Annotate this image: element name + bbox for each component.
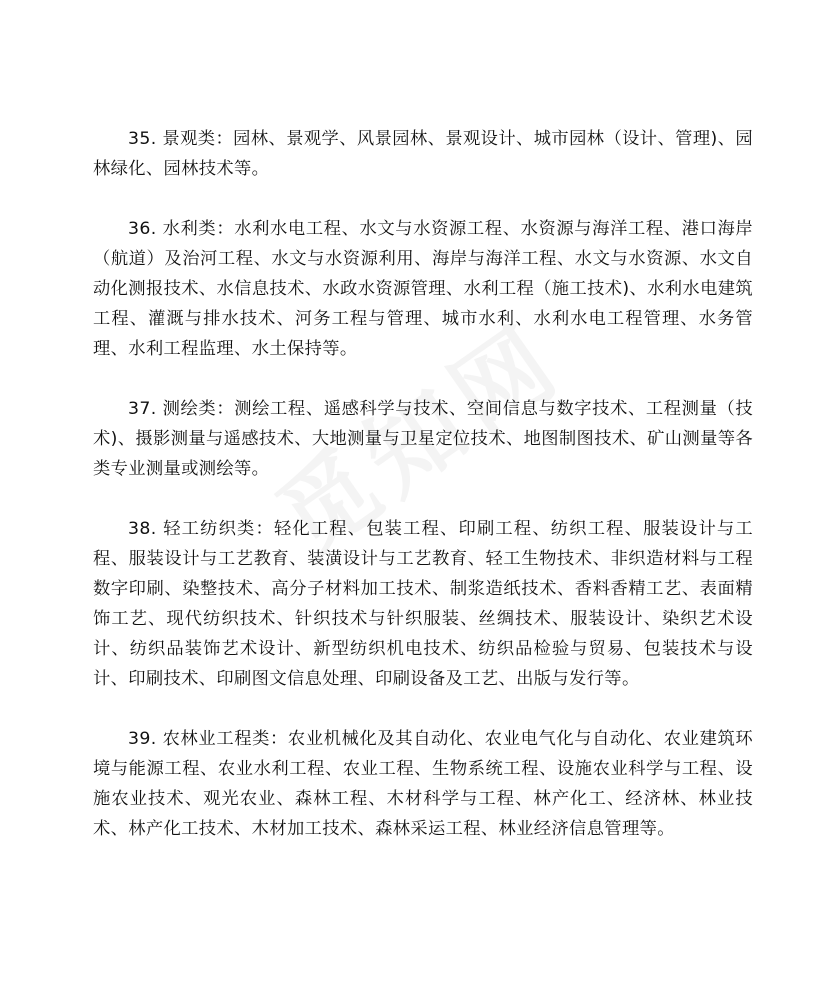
paragraph-39: 39. 农林业工程类：农业机械化及其自动化、农业电气化与自动化、农业建筑环境与能源工程、农业水利工程、农业工程、生物系统工程、设施农业科学与工程、设施农业技术、观光农业、森林工程、木材科学与工程、林产化工、经济林、林业技术、林产化工技术、木材加工技术、森林采运工程、林业经济信息管理等。 [93, 729, 753, 839]
paragraph-37: 37. 测绘类：测绘工程、遥感科学与技术、空间信息与数字技术、工程测量（技术)、摄影测量与遥感技术、大地测量与卫星定位技术、地图制图技术、矿山测量等各类专业测量或测绘等。 [93, 399, 753, 479]
paragraph-38: 38. 轻工纺织类：轻化工程、包装工程、印刷工程、纺织工程、服装设计与工程、服装设计与工艺教育、装潢设计与工艺教育、轻工生物技术、非织造材料与工程数字印刷、染整技术、高分子材料加工技术、制浆造纸技术、香料香精工艺、表面精饰工艺、现代纺织技术、针织技术与针织服装、丝绸技术、服装设计、染织艺术设计、纺织品装饰艺术设计、新型纺织机电技术、纺织品检验与贸易、包装技术与设计、印刷技术、印刷图文信息处理、印刷设备及工艺、出版与发行等。 [93, 519, 753, 689]
paragraph-35: 35. 景观类：园林、景观学、风景园林、景观设计、城市园林（设计、管理)、园林绿化、园林技术等。 [93, 129, 753, 179]
paragraph-36: 36. 水利类：水利水电工程、水文与水资源工程、水资源与海洋工程、港口海岸（航道）及治河工程、水文与水资源利用、海岸与海洋工程、水文与水资源、水文自动化测报技术、水信息技术、水政水资源管理、水利工程（施工技术)、水利水电建筑工程、灌溉与排水技术、河务工程与管理、城市水利、水利水电工程管理、水务管理、水利工程监理、水土保持等。 [93, 219, 753, 359]
document-body [93, 124, 753, 874]
